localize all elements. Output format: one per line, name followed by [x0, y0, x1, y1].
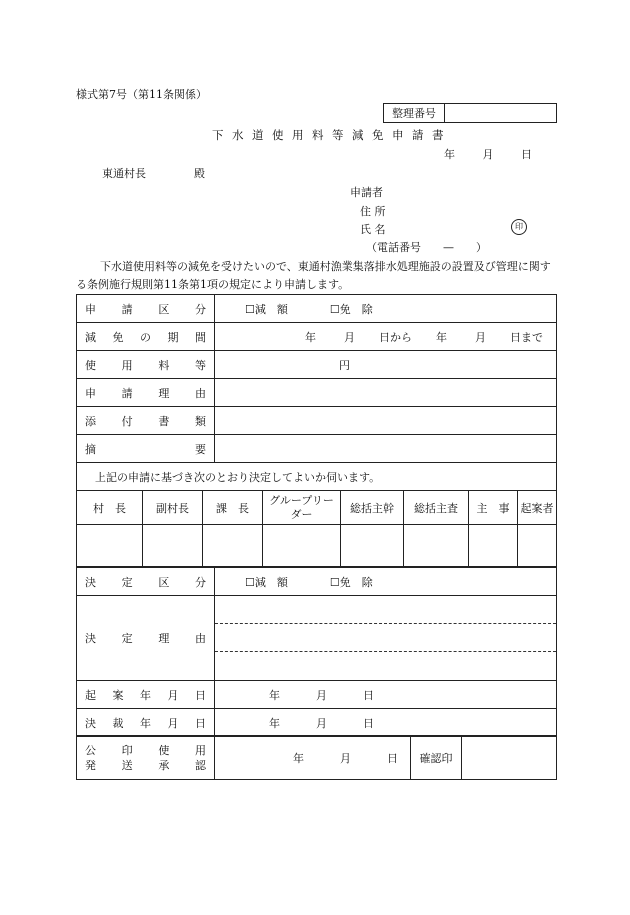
reference-number-field[interactable] [445, 104, 557, 123]
approver-chief-manager: 総括主幹 [341, 491, 404, 525]
label-decision-type: 決 定 区 分 [85, 575, 206, 589]
stamp-cell[interactable] [77, 525, 143, 567]
label-approval-date: 決 裁 年 月 日 [85, 716, 206, 730]
seal-icon: 印 [511, 219, 527, 235]
decision-reason-field[interactable] [215, 596, 557, 681]
date-year: 年 [444, 148, 455, 161]
stamp-cell[interactable] [518, 525, 557, 567]
stamp-cell[interactable] [469, 525, 518, 567]
stamp-cell[interactable] [341, 525, 404, 567]
applicant-name-label: 氏 名 [360, 223, 386, 236]
reference-number-label: 整理番号 [384, 104, 445, 123]
checkbox-decision-reduction[interactable]: ☐減 額 [245, 575, 288, 589]
form-id: 様式第7号（第11条関係） [76, 88, 207, 101]
approver-staff: 主 事 [469, 491, 518, 525]
label-fee: 使 用 料 等 [85, 358, 206, 372]
approver-village-head: 村 長 [77, 491, 143, 525]
application-table [76, 294, 557, 491]
label-dispatch-approval: 発 送 承 認 [85, 758, 206, 772]
label-application-type: 申 請 区 分 [85, 302, 206, 316]
intro-text: 下水道使用料等の減免を受けたいので、東通村漁業集落排水処理施設の設置及び管理に関する条例施行規則第11条第1項の規定により申請します。 [76, 260, 551, 291]
checkbox-decision-exemption[interactable]: ☐免 除 [329, 575, 373, 589]
label-reason: 申 請 理 由 [85, 386, 206, 400]
reference-number-box [383, 103, 557, 123]
honorific: 殿 [194, 167, 205, 180]
confirm-seal-field[interactable] [462, 736, 557, 780]
applicant-label: 申請者 [350, 186, 383, 199]
applicant-phone: （電話番号 — ） [366, 241, 487, 254]
applicant-address-label: 住 所 [360, 205, 386, 218]
approval-date-field[interactable]: 年 月 日 [215, 709, 557, 737]
approver-deputy-head: 副村長 [143, 491, 203, 525]
label-period: 減 免 の 期 間 [85, 330, 206, 344]
attachments-field[interactable] [215, 407, 557, 435]
approver-section-chief: 課 長 [203, 491, 263, 525]
approver-drafter: 起案者 [518, 491, 557, 525]
seal-date-field[interactable]: 年 月 日 [215, 736, 411, 780]
form-title: 下水道使用料等減免申請書 [212, 128, 452, 142]
yen-unit: 円 [339, 358, 350, 372]
checkbox-exemption[interactable]: ☐免 除 [329, 302, 373, 316]
confirm-seal-label: 確認印 [411, 736, 462, 780]
period-field[interactable]: 年 月 日から 年 月 日まで [215, 323, 557, 351]
reason-field[interactable] [215, 379, 557, 407]
date-day: 日 [521, 148, 532, 161]
fee-field[interactable] [215, 351, 557, 379]
stamp-cell[interactable] [143, 525, 203, 567]
stamp-cell[interactable] [203, 525, 263, 567]
label-official-seal: 公 印 使 用 [85, 743, 206, 757]
stamp-cell[interactable] [263, 525, 341, 567]
approver-chief-inspector: 総括主査 [404, 491, 469, 525]
decision-table [76, 567, 557, 737]
checkbox-reduction[interactable]: ☐減 額 [245, 302, 288, 316]
label-attachments: 添 付 書 類 [85, 414, 206, 428]
seal-use-table [76, 735, 557, 780]
draft-date-field[interactable]: 年 月 日 [215, 681, 557, 709]
stamp-cell[interactable] [404, 525, 469, 567]
label-draft-date: 起 案 年 月 日 [85, 688, 206, 702]
approver-table [76, 490, 557, 567]
label-decision-reason: 決 定 理 由 [85, 632, 206, 645]
approver-group-leader: グループリーダー [263, 491, 341, 525]
date-line [444, 146, 532, 162]
date-month: 月 [482, 148, 494, 161]
remarks-field[interactable] [215, 435, 557, 463]
approval-note: 上記の申請に基づき次のとおり決定してよいか伺います。 [95, 470, 381, 484]
addressee: 東通村長 [102, 167, 146, 180]
label-remarks: 摘 要 [85, 442, 206, 456]
